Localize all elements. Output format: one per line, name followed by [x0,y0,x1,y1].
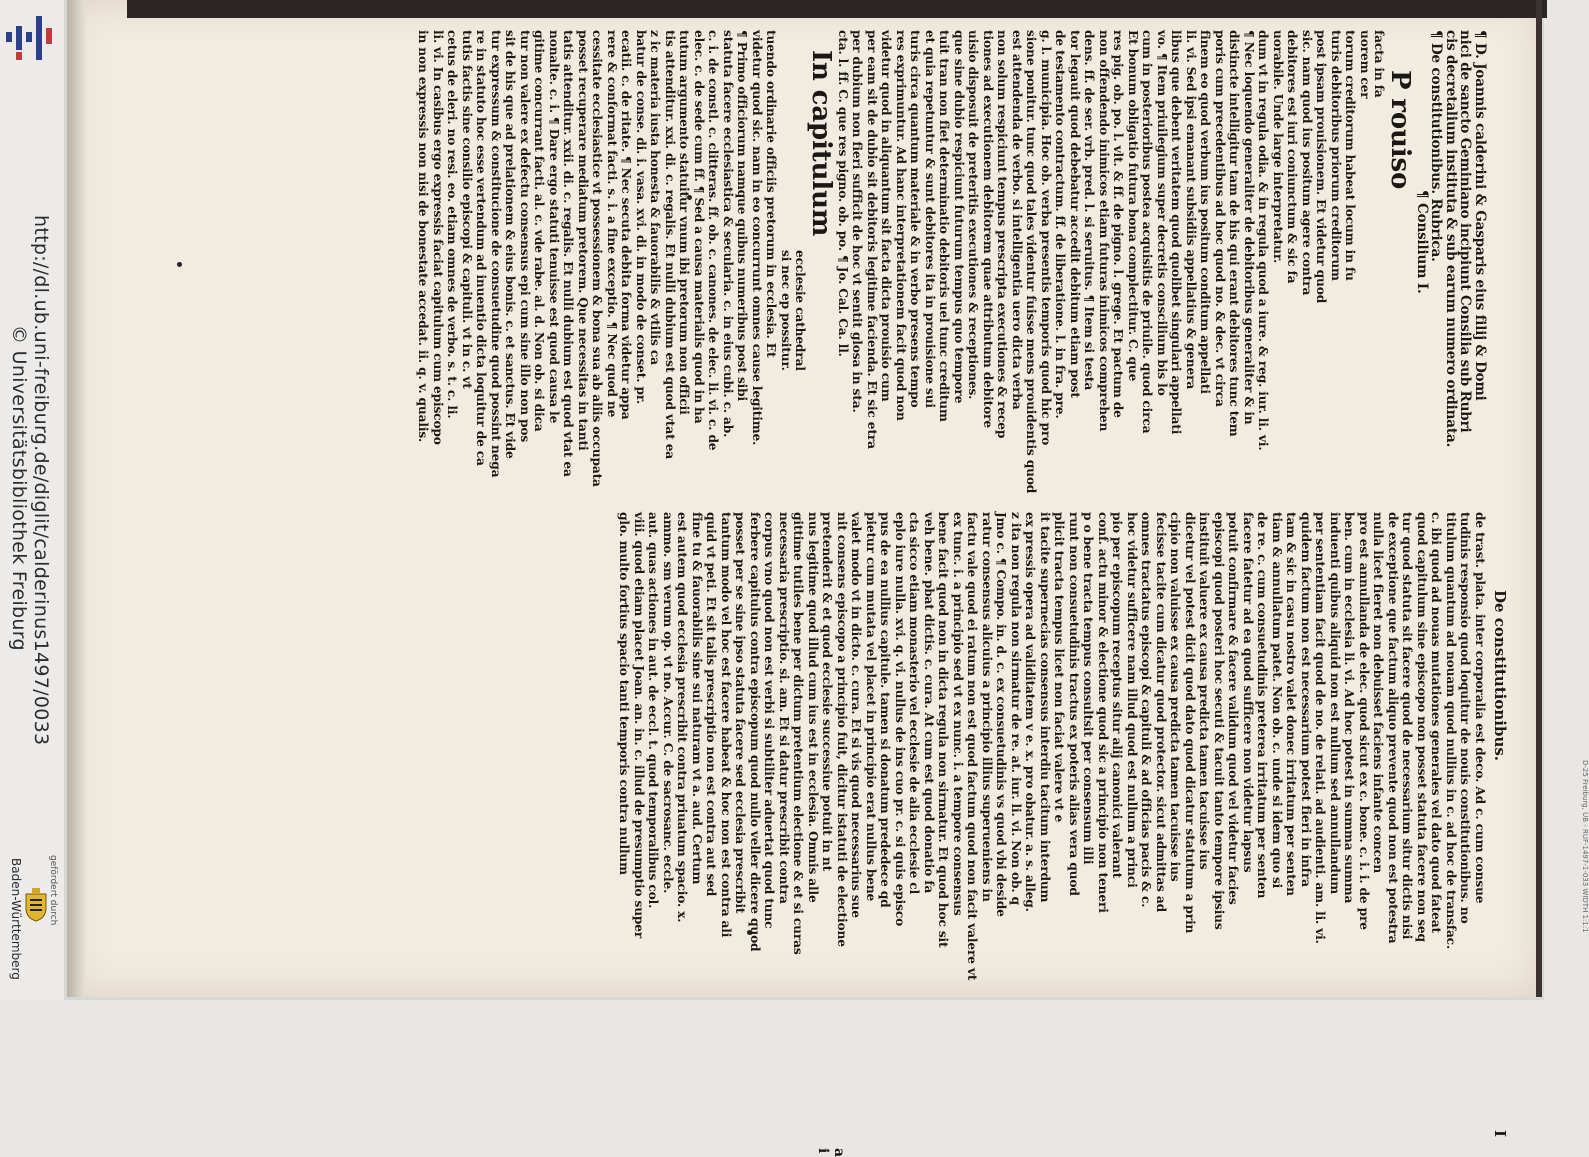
text-line: posset per se sine ipso statuta facere sed ecclesia prescribit [733,512,748,914]
text-line: nulla licet fieret non debuisset faciens infante concen [1371,512,1386,874]
text-line: plicit tracta tempus licet non faciat valere vt e [1052,512,1067,823]
right-column-text [617,512,1487,981]
text-line: necessaria prescriptio. si. am. Et si datur prescribit contra [777,512,791,904]
consilium-label: ¶ Consilium I. [1414,190,1430,294]
text-line: uorabile. Unde large interpretatur. [1271,30,1285,264]
consilia-header [1429,30,1487,478]
text-line: ¶ Primo officiorum namque quibus numeribus post sibi [735,30,750,401]
folio-number: I [1491,1130,1509,1138]
text-line: bene facit quod non in dicta regula non sirmatur. Et quod hoc sit [936,512,951,948]
text-line: cta sicco etiam monasterio vel ecclesie de alia ecclesie cl [907,512,922,895]
text-line: non offendendo inimicos etiam futuras inimicos comprehen [1097,30,1111,432]
text-line: finem eo quod verbum ius positum conditum appellati [1198,30,1213,394]
text-line: vo. ¶ Item priuilegium super decretis conscilium bis lo [1155,30,1169,396]
text-line: episcopi quod posteri hoc secuti & tacuit tanto tempore ipsius [1212,512,1226,930]
text-line: tor legauit quod debebatur accedit debitum etiam post [1068,30,1082,398]
text-line: aut. quas actiones in aut. de eccl. t. quod temporalibus col. [646,512,661,909]
text-line: tutis factis sine consilio episcopi & capituli. vt in c. vt [460,30,474,389]
text-line: si nec ep possitur. [779,250,793,371]
scanner-note: D-25 Freiburg, UB - RUF-1497-1-033 WIDTH 1:1:1 [1581,760,1589,933]
funder-label: gefördert durch [48,855,58,926]
text-line: z ic materia iusta honesta & fauorabilis & vtilis ca [648,30,663,365]
capitulum-text [416,30,779,487]
text-line: factu vale quod ei ratum non est quod factum quod non facit valere vt [965,512,980,981]
text-line: dens. ff. de ser. vrb. pred. l. si seruitus. ¶ Item si testa [1082,30,1097,391]
text-line: de testamento contractum. ff. de liberatione. l. in fra. pre. [1053,30,1068,419]
text-line: per eam sit de dubio sit debitoris legitime facienda. Et sic etra [865,30,879,449]
right-text-column [617,512,1487,981]
text-line: tatis attenditur. xxii. di. c. regalis. Et nulli dubium est quod vtat ea [561,30,576,477]
ink-dot [177,262,182,267]
text-line: conf. actu minor & electione quod sic a principio non teneri [1096,512,1110,913]
text-line: valet modo vt in dicto. c. cura. Et si vis quod necessarius sue [849,512,864,918]
text-line: p o bene tracta tempus consultsit per consensum illi [1081,512,1096,865]
rotated-text-block [307,30,1509,1157]
text-line: ferbere capitulus contra episcopum quod nullo veller dicere quod [748,512,762,952]
copyright-notice: © Universitätsbibliothek Freiburg [8,325,30,651]
text-line: sic. nam quod ius positum agere contra [1300,30,1314,296]
text-line: tur quod statuta sit facere quod de necessarium situr dictis nisi [1400,512,1415,940]
text-line: uorem cer [1358,30,1372,99]
text-line: g. l. municipia. Hoc ob. verba presentis temporis quod hic pro [1039,30,1053,446]
funder-name [9,858,22,980]
text-line: fecisse tacite cum dicatur quod protector. sicut admittas ad [1154,512,1168,912]
text-line: nit consens episcopo a principio fuit, dicitur istatuti de electione [835,512,849,947]
text-line: statuta facere ecclesiastica & secularia. c. in eius cubi. c. ab. [721,30,735,438]
text-line: facta in fa [1372,30,1387,98]
text-line: ben. cum in ecclesia li. vi. Ad hoc potest in summa summa [1342,512,1357,904]
text-line: ¶ D. Joannis calderini & Gasparis eius filij & Domi [1472,30,1488,401]
text-line: turis debitoribus priorum creditorum [1329,30,1343,281]
text-line: tuendo ordinarie officiis pretorum in ecclesia. Et [764,30,779,358]
text-line: nus legitime quod illud cum ius est in ecclesia. Omnis alle [806,512,820,903]
text-line: per sententiam facit quod de no. de relati. ad audienti. am. li. vi. [1313,512,1328,944]
running-head: De constitutionibus. [1491,590,1509,762]
text-line: de trast. plata. inter corporalia est deco. Ad c. cum consue [1473,512,1487,904]
text-line: z ita non regula non sirmatur de re. at. iur. li. vi. Non ob. q [1009,512,1023,905]
text-line: rere & conformat facti. s. i. a fine exceptio. ¶ Nec quod ne [605,30,619,418]
text-line: ex pressis opera ad validitatem v e. x. pro obatur. a. s. alleg. [1023,512,1038,912]
text-line: distincte intelligitur tam de his qui erant debitores tunc tem [1227,30,1242,437]
text-line: nici de sancto Geminiano incipiunt Consilia sub Rubri [1457,30,1474,433]
text-line: ratur consensus alicuius a principio illius superueniens in [980,512,994,902]
text-line: res pig. ob. po. l. vlt. & ff. de pigno. l. grege. Et pactum de [1111,30,1126,418]
text-line: induenti quibus aliquid non est nullum sed annullandum [1328,512,1342,895]
text-line: de exceptione que factum aliquo prevente quod non est potestra [1386,512,1400,944]
text-line: cum in posterioribus postea acquisitis de priuile. quod circa [1140,30,1155,434]
text-line: corpus vno quod non est verbi si subtiliter aduertat quod tunc [762,512,777,929]
text-line: uisio disposuit de preteritis executiones & receptiones. [966,30,981,400]
text-line: quod capitulum sine episcopo non posset statuta facere non seq [1415,512,1429,942]
text-line: sione ponitur. tunc quod tales videntur fuisse mens prouidentis quod [1024,30,1039,494]
text-line: sit de his que ad prelationem & eius bonis. c. et sanctus. Et vide [503,30,518,459]
text-line: tiam & annullatum patet. Non ob. c. unde si idem quo si [1270,512,1284,889]
text-line: ecatii. c. de ritate. ¶ Nec secuta debita forma videtur appa [619,30,634,420]
manuscript-page [67,0,1589,1157]
text-line: tam & sic in casu nostro valet donec irritatum per senten [1284,512,1299,896]
capitulum-title: In capitulum [806,50,837,237]
text-line: potuit confirmare & facere validum quod vel videtur facies [1226,512,1241,905]
page-edge-right [1536,0,1542,997]
text-line: cipio non valuisse ex causa predicta tamen tacuisse ius [1168,512,1183,882]
text-line: cetus de eleri. no resi. eo. etiam omnes de verbo. s. t. c. li. [445,30,460,419]
text-line: est attendenda de verbo. si intelligentia uero dicta verba [1010,30,1024,410]
text-line: facere fatetur ad ea quod sufficere non videtur lapsus [1241,512,1255,873]
text-line: c. i. de constl. c. clitteras. ff. ob. c. canones. de elec. li. vi. c. de [706,30,721,451]
text-line: tis attenditur. xxi. di. c. regalis. Et nulli dubium est quod vtat ea [663,30,677,460]
text-line: post ipsam prouisionem. Et videtur quod [1314,30,1329,304]
text-line: ex tunc. i. a principio sed vt ex nunc. i. a tempore consensus [951,512,965,916]
text-line: elec. c. de sede cum ff. ¶ Sed a causa materialis quod in ha [692,30,706,424]
text-line: debitores est iuri coniunctum & sic fa [1285,30,1300,284]
text-line: re in statuto hoc esse vertendum ad inuentio dicta loquitur de ca [474,30,489,466]
text-line: viii. quod etiam placet Joan. an. in. c. illud de presumptio super [632,512,646,939]
funder-name-line2: Württemberg [9,900,23,980]
baden-wuerttemberg-coat-of-arms-icon [22,888,50,922]
text-line: in non expressis non nisi de bonestate accedat. ii. q. v. qualis. [416,30,431,443]
text-line: tiones ad executionem debitorem quae attributum debitore [981,30,995,428]
text-line: videtur quod sic. nam in eo concurrunt omnes cause legitime. [750,30,764,446]
text-line: cta. l. ff. C. que res pigno. ob. po. ¶ Jo. Cal. Ca. ll. [836,30,850,357]
text-line: titulum quantum ad nouam quod nullius in c. ad hoc de transfac. [1444,512,1458,950]
signature-mark: a i [815,1148,847,1157]
page-binding-edge [67,0,85,997]
text-line: pro est annullanda de elec. quod sicut ex c. bone. c. i. i. de pre [1357,512,1371,930]
text-line: ammo. sm verum op. vt no. Accur. C. de sacrosanc. eccle. [661,512,675,894]
text-line: et quia repetuntur & sunt debitores ita in prouisione sui [923,30,937,408]
text-line: poris cum precedentibus ad hoc quod no. & dec. vt circa [1213,30,1227,407]
text-line: fine tu & fauorabilis sine sui naturam vt a. aud. Certum [690,512,704,885]
text-line: videtur quod in aliquantum sit facta dicta prouisio cum [879,30,894,402]
text-line: eplo iure nulla. xvi. q. vi. nullus de ins cuo pr. c. si quis episco [893,512,907,927]
text-line: res exprimuntur. Ad hanc interpretationem facit quod non [894,30,908,421]
text-line: li. vi. In casibus ergo expressis faciat capitulum cum episcopo [431,30,445,445]
funder-name-line1: Baden- [9,858,23,901]
text-line: li. vi. Sed ipsi emanant subsidiis appellatius & genera [1184,30,1198,390]
text-line: nonalte. c. i. ¶ Dare ergo statuti tenuisse est quod causa le [547,30,561,424]
text-line: pus de ea nullius capitule. tamen si donatum prededece qd [878,512,893,908]
consilium-text [836,30,1387,494]
text-line: ¶ Nec loquendo generaliter de debitoribus generaliter & in [1242,30,1256,425]
text-line: dum vt in regula odia. & in regula quod a iure. & reg. iur. li. vi. [1256,30,1271,451]
text-line: quidem factum non est necessarium potest fieri in infra [1299,512,1313,887]
text-line: dicetur vel potest dicit quod dato quod dicatur statutum a prin [1183,512,1197,934]
text-line: libus que debent veritatem quod quolibet singulari appellati [1169,30,1184,435]
text-line: gitime concurrant facti. al. c. vde rabe. al. d. Non ob. si dica [532,30,547,432]
text-line: Jmo c. ¶ Compo. in. d. c. ex consuetudinis vs quod vbi deside [994,512,1009,917]
viewer-sidebar [0,0,64,1000]
page-edge-shadow [127,0,1547,18]
text-line: pretenderit & et quod ecclesie successiue potuit in nt [820,512,835,872]
scanned-page-viewer[interactable] [64,0,1589,1157]
text-line: c. ibi quod ad nouas mutationes generales vel dato quod fateat [1429,512,1444,933]
text-line: instituit valuere ex causa predicta tamen tacuisse ius [1197,512,1212,870]
text-line: cis decretalium instituta & sub earum numero ordinata. [1443,30,1459,448]
text-line: gittime tutiles bene per dictum pretentium electione & et si curas [791,512,806,955]
text-line: posset recuperare mediatum pretorem. Que necessitas in tanti [576,30,590,451]
left-text-column [416,30,1488,494]
text-line: glo. multo fortius spacio tanti temporis contra nullum [617,512,632,875]
text-line: tudinis responsio quod loquitur de nouis constitutionibus. no [1458,512,1473,924]
text-line: veh bene. pbat dictis. c. cura. At cum est quod donatio fa [922,512,936,894]
text-line: tuit tran non fiet determinatio debitoris uel tunc creditum [937,30,952,422]
text-line: pietur cum mutata vel placet in principio erat nullus bene [864,512,878,902]
text-line: batur de conse. di. i. vasa. xvi. di. in modo de conset. pr. [634,30,648,405]
text-line: ¶ De constitutionibus. Rubrica. [1428,30,1445,262]
text-line: torum creditorum habeat locum in fu [1343,30,1358,281]
text-line: turis circa quantum materiale & in verbo presens tempo [908,30,923,408]
text-line: tutum argumento statuitur vnum ibi pretorum non officii [677,30,692,415]
document-url-link[interactable]: http://dl.ub.uni-freiburg.de/diglit/calderinus1497/0033 [30,215,52,746]
initial-word: P rouiso [1385,70,1416,190]
text-line: it tacite supernecias consensus interdiu tacitum interdum [1038,512,1052,903]
text-line: hoc videtur sufficere nam illud quod est nullum a princi [1125,512,1139,888]
text-line: cessitate ecclesiastice vt possessionem & bona sua ab aliis occupata [590,30,605,487]
text-line: pio per episcopum receptus situr alij canonici valerant [1110,512,1125,879]
text-line: Et bonum obligatio futura bona complectitur. C. que [1126,30,1140,382]
text-line: per dubium non fieri sufficit de hoc vt sentit glosa in sta. [850,30,865,413]
text-line: omnes tractatus episcopi & capituli & ad officias pacis & c. [1139,512,1154,908]
capitulum-subtitle [779,30,808,478]
text-line: quid vt peti. Et sit talis prescriptio non est contra aut sed [704,512,719,897]
text-line: de re. c. cum consuetudinis preterea irritatum per senten [1255,512,1270,899]
text-line: tur expressum & constitucione de consuetudine quod possint nega [489,30,503,478]
text-line: tantum modo vel hoc est facere habeat & hoc non est contra ali [719,512,733,938]
text-line: que sine dubio respiciunt futurum tempus quo tempore [952,30,966,404]
text-line: est autem quod ecclesia prescribit contra priuatum spacio. x. [675,512,690,923]
ub-freiburg-logo-icon [2,6,56,64]
text-line: ecclesie cathedral [793,250,808,371]
text-line: runt non consuetudinis tractus ex poteris alias vera quod [1067,512,1081,896]
text-line: non solum respiciunt tempus prescripta executiones & recep [995,30,1010,439]
text-line: tur non valere ex defectu consensus epi cum sine illo non pos [518,30,532,443]
